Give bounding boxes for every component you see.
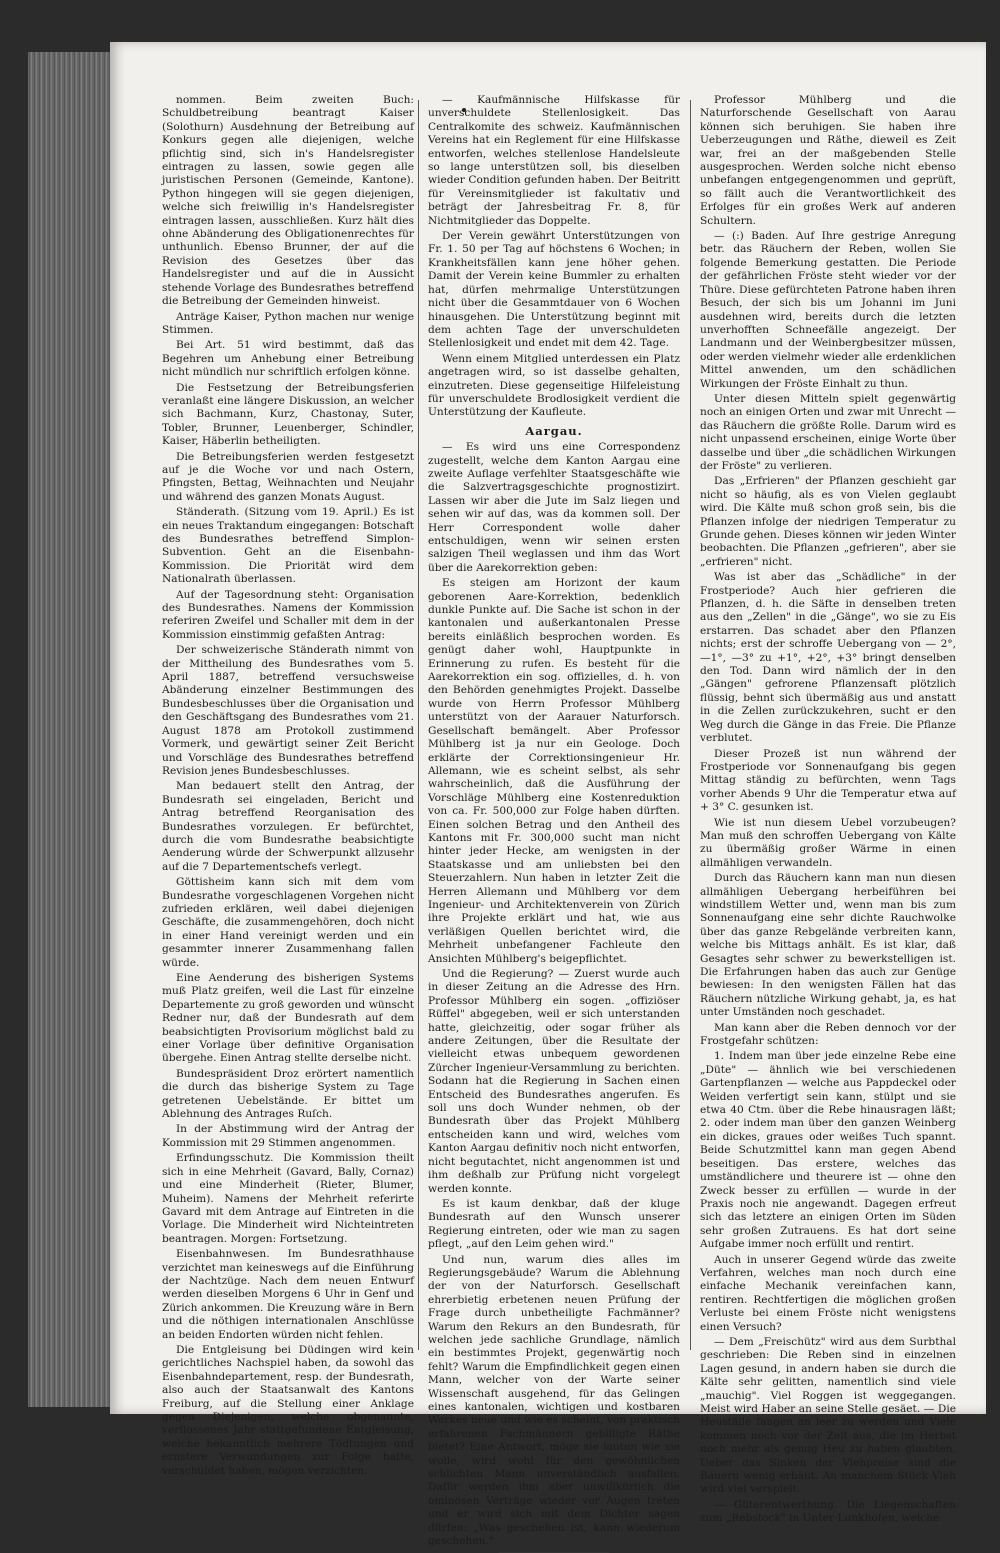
- paragraph: Göttisheim kann sich mit dem vom Bundesrathe vorgeschlagenen Vorgehen nicht zufrieden erklären, weil dabei diejenigen Geschäfte, die zusammengehören, doch nicht in einer Hand vereinigt werden und ein gesammter innerer Zusammenhang fallen würde.: [162, 876, 414, 969]
- paragraph: Es ist kaum denkbar, daß der kluge Bundesrath auf den Wunsch unserer Regierung eintreten, oder wie man zu sagen pflegt, „auf den Leim gehen wird.": [428, 1197, 680, 1251]
- paragraph: Professor Mühlberg und die Naturforschende Gesellschaft von Aarau können sich beruhigen. Sie haben ihre Ueberzeugungen und Räthe, dieweil es Zeit war, frei an der maßgebenden Stelle ausgesprochen. Werden solche nicht ebenso unbefangen entgegengenommen und geprüft, so fällt auch die Verantwortlichkeit des Erfolges für ein großes Werk auf anderen Schultern.: [700, 94, 956, 227]
- paragraph: Bundespräsident Droz erörtert namentlich die durch das bisherige System zu Tage getretenen Uebelstände. Er bittet um Ablehnung des Antrages Ruſch.: [162, 1067, 414, 1121]
- paragraph: Unter diesen Mitteln spielt gegenwärtig noch an einigen Orten und zwar mit Unrecht — das Räuchern die größte Rolle. Darum wird es nicht unpassend erscheinen, einige Worte über dasselbe und über „die schädlichen Wirkungen der Fröste" zu verlieren.: [700, 392, 956, 472]
- column-rule-1: [418, 100, 419, 1350]
- paragraph: Dieser Prozeß ist nun während der Frostperiode vor Sonnenaufgang bis gegen Mittag ständig zu befürchten, wenn Tags vorher Abends 9 Uhr die Temperatur etwa auf + 3° C. gesunken ist.: [700, 747, 956, 814]
- paragraph: 1. Indem man über jede einzelne Rebe eine „Düte" — ähnlich wie bei verschiedenen Gartenpflanzen — welche aus Pappdeckel oder Weiden verfertigt sein kann, stülpt und sie etwa 40 Ctm. über die Rebe hinausragen läßt; 2. oder indem man über den ganzen Weinberg ein dickes, graues oder weißes Tuch spannt. Beide Schutzmittel kann man gegen Abend beseitigen. Das erstere, welches das umständlichere und theurere ist — ohne den Zweck besser zu erfüllen — wurde in der Praxis noch nie angewandt. Dagegen erfreut sich das letztere an einigen Orten im Süden sehr großen Zutrauens. Es hat dort seine Aufgabe immer noch erfüllt und rentirt.: [700, 1050, 956, 1251]
- paragraph: Durch das Räuchern kann man nun diesen allmähligen Uebergang herbeiführen bei windstillem Wetter und, wenn man bis zum Sonnenaufgang eine sehr dichte Rauchwolke über das ganze Rebgelände verbreiten kann, welche bis Mittags anhält. Es ist klar, daß Gesagtes sehr schwer zu bewerkstelligen ist. Die Erfahrungen haben das auch zur Genüge bewiesen: In den wenigsten Fällen hat das Räuchern nützliche Wirkung gehabt, ja, es hat unter Umständen noch geschadet.: [700, 872, 956, 1019]
- column-1: [162, 94, 414, 1477]
- column-2-top: [428, 94, 680, 420]
- paragraph: Das „Erfrieren" der Pflanzen geschieht gar nicht so häufig, als es von Vielen geglaubt wird. Die Kälte muß schon groß sein, bis die Pflanzen infolge der niedrigen Temperatur zu Grunde gehen. Dieses können wir jeden Winter beobachten. Die Pflanzen „gefrieren", aber sie „erfrieren" nicht.: [700, 475, 956, 568]
- paragraph: Bei Art. 51 wird bestimmt, daß das Begehren um Anhebung einer Betreibung nicht mündlich nur schriftlich erfolgen könne.: [162, 339, 414, 379]
- column-2: [428, 94, 680, 1548]
- paragraph: Und die Regierung? — Zuerst wurde auch in dieser Zeitung an die Adresse des Hrn. Professor Mühlberg ein sogen. „offiziöser Rüffel" abgegeben, weil er sich unterstanden hatte, gleichzeitig, oder sogar früher als andere Zeitungen, über die Resultate der vielleicht etwas unbequem gewordenen Zürcher Ingenieur-Versammlung zu berichten. Sodann hat die Regierung in Sachen einen Entscheid des Bundesrathes angerufen. Es soll uns doch Wunder nehmen, ob der Bundesrath über das Projekt Mühlberg entscheiden kann und wird, welches vom Kanton Aargau definitiv noch nicht entworfen, nicht begutachtet, nicht angenommen ist und ihm deßhalb zur Prüfung nicht vorgelegt werden konnte.: [428, 968, 680, 1195]
- paragraph: Die Betreibungsferien werden festgesetzt auf je die Woche vor und nach Ostern, Pfingsten, Bettag, Weihnachten und Neujahr und während des ganzen Monats August.: [162, 450, 414, 503]
- paragraph: Man bedauert stellt den Antrag, der Bundesrath sei eingeladen, Bericht und Antrag betreffend Reorganisation des Bundesrathes vorzulegen. Er befürchtet, durch die vom Bundesrathe beabsichtigte Aenderung würde der Schwerpunkt allzusehr auf die 7 Departementschefs verlegt.: [162, 780, 414, 873]
- paragraph: Der Verein gewährt Unterstützungen von Fr. 1. 50 per Tag auf höchstens 6 Wochen; in Krankheitsfällen kann jene höher gehen. Damit der Verein keine Bummler zu erhalten hat, dürfen mehrmalige Unterstützungen nicht über die Gesammtdauer von 6 Wochen hinausgehen. Die Unterstützung beginnt mit dem achten Tage der unverschuldeten Stellenlosigkeit und endet mit dem 42. Tage.: [428, 230, 680, 350]
- paragraph: Der schweizerische Ständerath nimmt von der Mittheilung des Bundesrathes vom 5. April 1887, betreffend versuchsweise Abänderung einzelner Bestimmungen des Bundesbeschlusses über die Organisation und den Geschäftsgang des Bundesrathes vom 21. August 1878 am Protokoll zustimmend Vormerk, und gewärtigt seiner Zeit Bericht und Vorschläge des Bundesrathes betreffend Revision jenes Bundesbeschlusses.: [162, 644, 414, 777]
- paragraph: Eisenbahnwesen. Im Bundesrathhause verzichtet man keineswegs auf die Einführung der Nachtzüge. Nach dem neuen Entwurf werden dieselben Morgens 6 Uhr in Genf und Zürich ankommen. Die Kreuzung wäre in Bern und die nöthigen internationalen Anschlüsse an beiden Endorten würden nicht fehlen.: [162, 1248, 414, 1341]
- paragraph: Anträge Kaiser, Python machen nur wenige Stimmen.: [162, 310, 414, 336]
- book-spine: [28, 52, 110, 1407]
- column-2-rest: [428, 441, 680, 1548]
- paragraph: nommen. Beim zweiten Buch: Schuldbetreibung beantragt Kaiser (Solothurn) Ausdehnung der Betreibung auf Konkurs gegen alle diejenigen, welche pflichtig sind, sich in's Handelsregister eintragen zu lassen, sowie gegen alle juristischen Personen (Gemeinde, Kantone). Python hingegen will sie gegen diejenigen, welche sich freiwillig in's Handelsregister eintragen lassen, ausschließen. Kurz hält dies ohne Abänderung des Obligationenrechtes für unthunlich. Ebenso Brunner, der auf die Revision des Gesetzes über das Handelsregister und auf die in Aussicht stehende Vorlage des Bundesrathes betreffend die Betreibung der Gemeinden hinweist.: [162, 94, 414, 308]
- paragraph: Und nun, warum dies alles im Regierungsgebäude? Warum die Ablehnung der von der Naturforsch. Gesellschaft ehrerbietig erbetenen neuen Prüfung der Frage durch unbetheiligte Fachmänner? Warum den Rekurs an den Bundesrath, für welchen jede sachliche Grundlage, nämlich ein bestimmtes Projekt, gegenwärtig noch fehlt? Warum die Empfindlichkeit gegen einen Mann, welcher von der Warte seiner Wissenschaft ausgehend, für das Gelingen eines kantonalen, wichtigen und kostbaren Werkes neue und wie es scheint, von praktisch erfahrenen Fachmännern gebilligte Räthe bietet? Eine Antwort, möge sie lauten wie sie wolle, wird wohl für den gewöhnlichen schlichten Mann unverständlich ausfallen. Dafür werden ihm aber unwillkürlich die ominösen Verträge wieder vor Augen treten und er wird sich mit dem Dichter sagen dürfen: „Was geschehen ist, kann wiederum geschehen.": [428, 1253, 680, 1548]
- paragraph: — Dem „Freischütz" wird aus dem Surbthal geschrieben: Die Reben sind in einzelnen Lagen gesund, in andern haben sie durch die Kälte sehr gelitten, namentlich sind viele „mauchig". Viel Roggen ist weggegangen. Meist wird Haber an seine Stelle gesäet. — Die Heuställe fangen an leer zu werden und Viele kommen noch vor der Zeit aus, die im Herbst noch mehr als genug Heu zu haben glaubten. Ueber das Sinken der Viehpreise sind die Bauern wenig erbaut. An manchem Stück Vieh wird viel verspielt.: [700, 1335, 956, 1496]
- paragraph: Was ist aber das „Schädliche" in der Frostperiode? Auch hier gefrieren die Pflanzen, d. h. die Säfte in denselben treten aus den „Zellen" in die „Gänge", wo sie zu Eis erstarren. Das schadet aber den Pflanzen nichts; erst der schroffe Uebergang von — 2°, —1°, —3° zu +1°, +2°, +3° bringt denselben den Tod. Dann wird nämlich der in den „Gängen" gefrorene Pflanzensaft plötzlich flüssig, behnt sich übermäßig aus und anstatt in die Zellen zurückzukehren, sucht er den Weg durch die Gänge in das Freie. Die Pflanze verblutet.: [700, 571, 956, 745]
- paragraph: Man kann aber die Reben dennoch vor der Frostgefahr schützen:: [700, 1021, 956, 1048]
- paragraph: Es steigen am Horizont der kaum geborenen Aare-Korrektion, bedenklich dunkle Punkte auf. Die Sache ist schon in der kantonalen und außerkantonalen Presse bereits einläßlich besprochen worden. Es genügt daher wohl, Hauptpunkte in Erinnerung zu rufen. Es besteht für die Aarekorrektion ein sog. offizielles, d. h. von den Behörden genehmigtes Projekt. Dasselbe wurde von Herrn Professor Mühlberg unterstützt von der Aarauer Naturforsch. Gesellschaft bemängelt. Aber Professor Mühlberg ist ja nur ein Geologe. Doch erklärte der Correktionsingenieur Hr. Allemann, wie es scheint selbst, als sehr wahrscheinlich, daß die Ausführung der Vorschläge Mühlberg eine Kostenreduktion von ca. Fr. 500,000 zur Folge haben dürften. Einen solchen Betrag und den Antheil des Kantons mit Fr. 300,000 sucht man nicht hinter jeder Hecke, am wenigsten in der Staatskasse und am unliebsten bei den Steuerzahlern. Nun haben in letzter Zeit die Herren Allemann und Mühlberg vor dem Ingenieur- und Architektenverein von Zürich ihre Projekte erklärt und hat, wie aus verläßigen Quellen berichtet wird, die Mehrheit unbefangener Fachleute den Ansichten Mühlberg's beigepflichtet.: [428, 577, 680, 965]
- paragraph: Wenn einem Mitglied unterdessen ein Platz angetragen wird, so ist dasselbe gehalten, einzutreten. Diese gegenseitige Hilfeleistung für unverschuldete Brodlosigkeit verdient die Unterstützung der Kaufleute.: [428, 352, 680, 419]
- paragraph: Eine Aenderung des bisherigen Systems muß Platz greifen, weil die Last für einzelne Departemente zu groß geworden und wünscht Redner nur, daß der Bundesrath auf dem beabsichtigten Provisorium möglichst bald zu einer Vorlage über definitive Organisation übergehe. Einen Antrag stellte derselbe nicht.: [162, 972, 414, 1065]
- column-rule-2: [690, 100, 691, 1350]
- paragraph: Wie ist nun diesem Uebel vorzubeugen? Man muß den schroffen Uebergang von Kälte zu übermäßig großer Wärme in einen allmähligen verwandeln.: [700, 816, 956, 869]
- paragraph: In der Abstimmung wird der Antrag der Kommission mit 29 Stimmen angenommen.: [162, 1123, 414, 1149]
- paragraph: — Kaufmännische Hilfskasse für unverschuldete Stellenlosigkeit. Das Centralkomite des schweiz. Kaufmännischen Vereins hat ein Reglement für eine Hilfskasse entworfen, welches stellenlose Handelsleute so lange unterstützen soll, bis dieselben wieder Condition gefunden haben. Der Beitritt für Vereinsmitglieder ist fakultativ und beträgt der Jahresbeitrag Fr. 8, für Nichtmitglieder das Doppelte.: [428, 94, 680, 227]
- paragraph: Auch in unserer Gegend würde das zweite Verfahren, welches man noch durch eine einfache Mechanik vereinfachen kann, rentiren. Rechtfertigen die möglichen großen Verluste bei einem Fröste nicht wenigstens einen Versuch?: [700, 1253, 956, 1333]
- paragraph: — Es wird uns eine Correspondenz zugestellt, welche dem Kanton Aargau eine zweite Auflage verfehlter Staatsgeschäfte wie die Salzvertragsgeschichte prognostizirt. Lassen wir aber die Jute im Salz liegen und sehen wir auf das, was da kommen soll. Der Herr Correspondent wolle daher entschuldigen, wenn wir seinen ersten salzigen Theil weglassen und ihm das Wort über die Aarekorrektion geben:: [428, 441, 680, 574]
- paragraph: — (:) Baden. Auf Ihre gestrige Anregung betr. das Räuchern der Reben, wollen Sie folgende Bemerkung gestatten. Die Periode der gefährlichen Fröste steht wieder vor der Thüre. Diese gefürchteten Patrone haben ihren Besuch, der sich bis um Johanni im Juni ausdehnen wird, bereits durch die letzten unverhofften Schneefälle angezeigt. Der Landmann und der Weinbergbesitzer müssen, oder werden vielmehr wieder alle erdenklichen Mittel anwenden, um den schädlichen Wirkungen der Fröste Einhalt zu thun.: [700, 230, 956, 390]
- paragraph: Die Entgleisung bei Düdingen wird kein gerichtliches Nachspiel haben, da sowohl das Eisenbahndepartement, resp. der Bundesrath, also auch der Staatsanwalt des Kantons Freiburg, auf die Stellung einer Anklage gegen Diejenigen, welche obgenannte, verflossenes Jahr stattgefundene Entgleisung, welche bekanntlich mehrere Tödtungen und ernstere Verwundungen zur Folge hatte, verschuldet haben, mögen verzichten.: [162, 1343, 414, 1477]
- paragraph: Ständerath. (Sitzung vom 19. April.) Es ist ein neues Traktandum eingegangen: Botschaft des Bundesrathes betreffend Simplon-Subvention. Geht an die Eisenbahn-Kommission. Die Priorität wird dem Nationalrath überlassen.: [162, 506, 414, 586]
- section-heading-aargau: Aargau.: [525, 423, 583, 438]
- paragraph: Die Festsetzung der Betreibungsferien veranlaßt eine längere Diskussion, an welcher sich Bachmann, Kurz, Chastonay, Suter, Tobler, Brunner, Leuenberger, Schindler, Kaiser, Häberlin betheiligten.: [162, 381, 414, 448]
- paragraph: — Güterentwerthung. Die Liegenschaften zum „Rebstock" in Unter-Lunkhofen, welche: [700, 1498, 956, 1525]
- paragraph: Auf der Tagesordnung steht: Organisation des Bundesrathes. Namens der Kommission referiren Zweifel und Schaller mit dem in der Kommission einstimmig gefaßten Antrag:: [162, 588, 414, 641]
- paragraph: Erfindungsschutz. Die Kommission theilt sich in eine Mehrheit (Gavard, Bally, Cornaz) und eine Minderheit (Rieter, Blumer, Muheim). Namens der Mehrheit referirte Gavard mit dem Antrage auf Eintreten in die Vorlage. Die Minderheit wird Nichteintreten beantragen. Morgen: Fortsetzung.: [162, 1152, 414, 1245]
- column-3: [700, 94, 956, 1525]
